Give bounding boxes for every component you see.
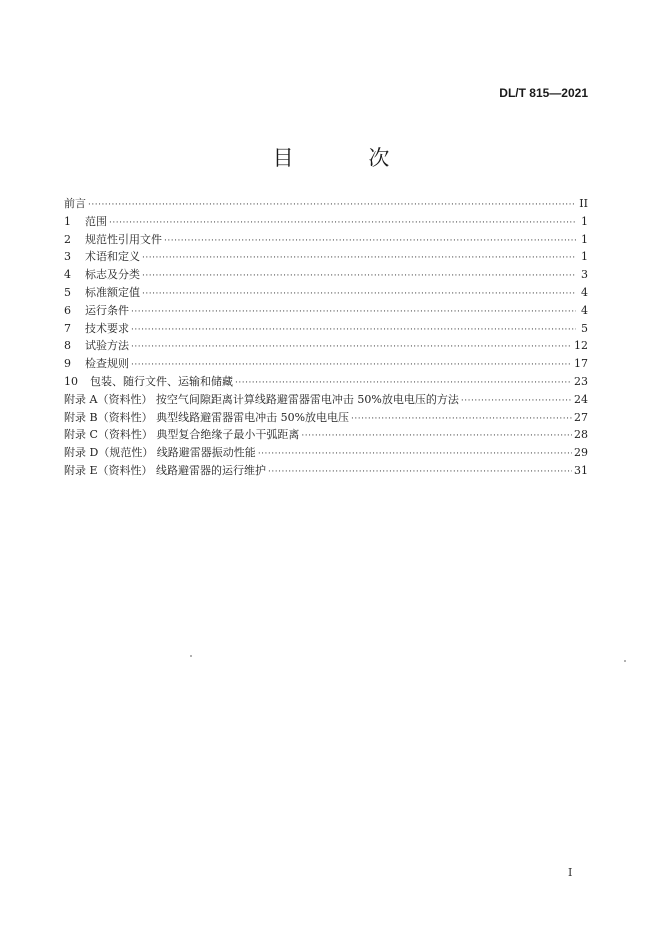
toc-entry-page: II <box>579 197 588 210</box>
toc-entry-label: 技术要求 <box>85 321 129 335</box>
toc-entry-label: 附录 C（资料性） 典型复合绝缘子最小干弧距离 <box>64 428 300 442</box>
toc-entry-label: 附录 E（资料性） 线路避雷器的运行维护 <box>64 463 267 477</box>
toc-entry-page: 1 <box>581 232 588 246</box>
toc-entry-page: 1 <box>581 250 588 264</box>
toc-entry-page: 23 <box>574 374 588 388</box>
document-code: DL/T 815—2021 <box>499 86 588 100</box>
toc-entry-page: 4 <box>581 285 588 299</box>
toc-leader-dots <box>88 197 576 215</box>
toc-entry[interactable] <box>64 195 588 213</box>
toc-entry-number: 6 <box>64 303 71 317</box>
toc-leader-dots <box>131 304 576 322</box>
toc-leader-dots <box>461 393 572 411</box>
toc-leader-dots <box>131 339 572 357</box>
toc-entry-page: 31 <box>574 463 588 477</box>
toc-leader-dots <box>164 233 576 251</box>
toc-entry-page: 28 <box>574 428 588 442</box>
toc-entry[interactable] <box>64 266 588 284</box>
toc-entry-page: 27 <box>574 410 588 424</box>
toc-leader-dots <box>351 411 572 429</box>
toc-entry-label: 试验方法 <box>85 339 129 353</box>
toc-entry-label: 标志及分类 <box>85 268 140 282</box>
toc-entry-page: 4 <box>581 303 588 317</box>
toc-entry[interactable] <box>64 248 588 266</box>
toc-entry-number: 5 <box>64 285 71 299</box>
toc-entry[interactable] <box>64 444 588 462</box>
toc-entry-label: 标准额定值 <box>85 285 140 299</box>
toc-entry[interactable] <box>64 391 588 409</box>
toc-entry-label: 范围 <box>85 214 107 228</box>
table-of-contents <box>64 195 588 480</box>
toc-entry-number: 2 <box>64 232 71 246</box>
toc-leader-dots <box>142 268 576 286</box>
toc-entry-label: 包装、随行文件、运输和储藏 <box>90 374 233 388</box>
toc-entry[interactable] <box>64 426 588 444</box>
toc-entry-page: 12 <box>574 339 588 353</box>
toc-entry[interactable] <box>64 284 588 302</box>
toc-entry-page: 17 <box>574 357 588 371</box>
toc-entry[interactable] <box>64 462 588 480</box>
toc-entry-label: 附录 D（规范性） 线路避雷器振动性能 <box>64 446 256 460</box>
toc-entry[interactable] <box>64 409 588 427</box>
toc-entry-label: 术语和定义 <box>85 250 140 264</box>
toc-leader-dots <box>268 464 572 482</box>
toc-entry-number: 3 <box>64 250 71 264</box>
toc-entry[interactable] <box>64 355 588 373</box>
toc-entry-label: 附录 B（资料性） 典型线路避雷器雷电冲击 50%放电电压 <box>64 410 350 424</box>
toc-entry-number: 4 <box>64 268 71 282</box>
page-title: 目 次 <box>272 146 424 170</box>
toc-leader-dots <box>131 322 576 340</box>
toc-entry-number: 7 <box>64 321 71 335</box>
toc-entry-label: 运行条件 <box>85 303 129 317</box>
toc-leader-dots <box>109 215 576 233</box>
toc-leader-dots <box>142 286 576 304</box>
toc-entry[interactable] <box>64 373 588 391</box>
toc-entry-page: 1 <box>581 214 588 228</box>
toc-entry-number: 9 <box>64 357 71 371</box>
scan-speck <box>624 660 626 662</box>
toc-entry-page: 5 <box>581 321 588 335</box>
toc-entry-page: 29 <box>574 446 588 460</box>
toc-entry-label: 前言 <box>64 197 86 210</box>
toc-entry[interactable] <box>64 302 588 320</box>
toc-entry-number: 8 <box>64 339 71 353</box>
toc-leader-dots <box>301 428 572 446</box>
toc-entry-page: 24 <box>574 392 588 406</box>
toc-entry-label: 规范性引用文件 <box>85 232 162 246</box>
toc-entry[interactable] <box>64 213 588 231</box>
toc-entry[interactable] <box>64 231 588 249</box>
toc-entry-number: 10 <box>64 374 78 388</box>
toc-entry-number: 1 <box>64 214 71 228</box>
toc-entry[interactable] <box>64 320 588 338</box>
toc-entry-page: 3 <box>581 268 588 282</box>
page-number: I <box>568 866 573 879</box>
toc-leader-dots <box>142 250 576 268</box>
toc-entry-label: 附录 A（资料性） 按空气间隙距离计算线路避雷器雷电冲击 50%放电电压的方法 <box>64 392 459 406</box>
toc-entry[interactable] <box>64 337 588 355</box>
scan-speck <box>190 655 192 657</box>
toc-leader-dots <box>258 446 572 464</box>
toc-entry-label: 检查规则 <box>85 357 129 371</box>
